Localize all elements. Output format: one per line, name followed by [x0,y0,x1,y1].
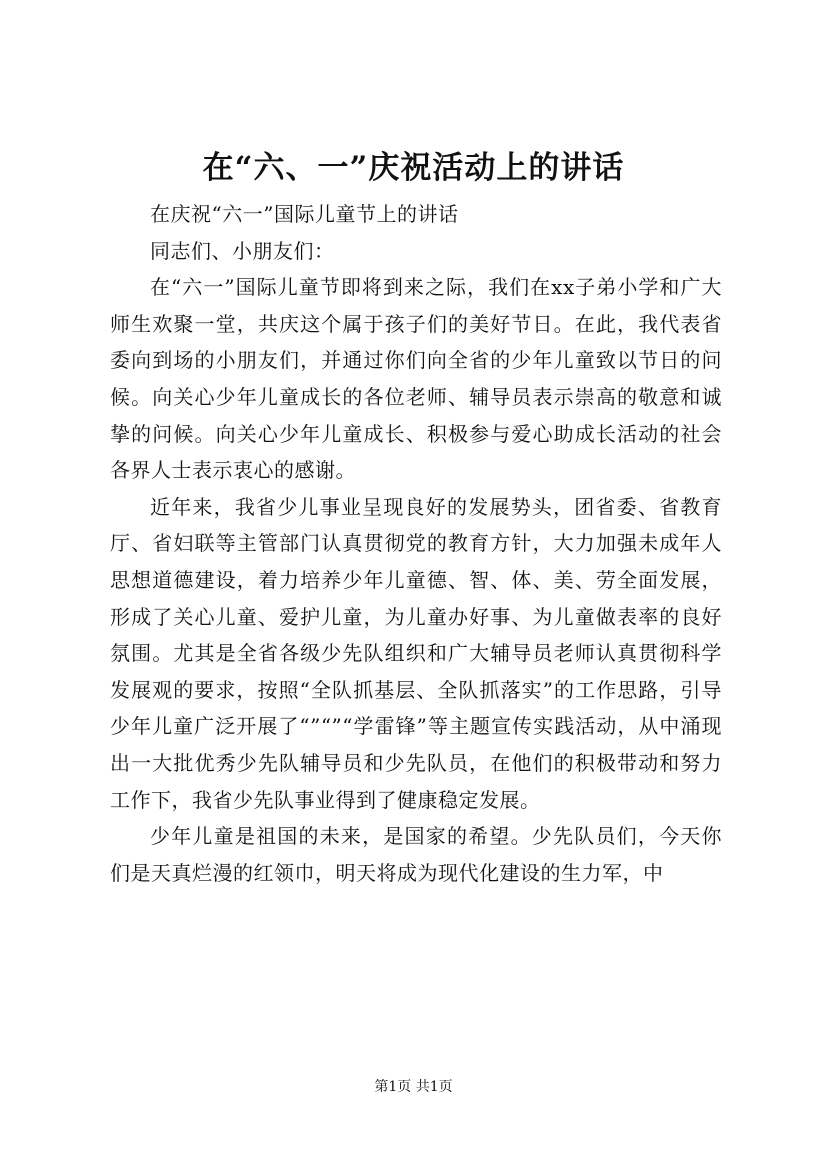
subtitle-paragraph: 在庆祝“六一”国际儿童节上的讲话 [150,202,459,226]
page-number: 第1页 共1页 [374,1079,453,1095]
body-paragraph: 少年儿童是祖国的未来，是国家的希望。少先队员们，今天你们是天真烂漫的红领巾，明天将成为现代化建设的生力军，中 [110,824,722,885]
document-title: 在“六、一”庆祝活动上的讲话 [202,150,625,186]
salutation-paragraph: 同志们、小朋友们： [150,238,335,263]
body-paragraph: 在“六一”国际儿童节即将到来之际，我们在xx子弟小学和广大师生欢聚一堂，共庆这个属于孩子们的美好节日。在此，我代表省委向到场的小朋友们，并通过你们向全省的少年儿童致以节日的问候。向关心少年儿童成长的各位老师、辅导员表示崇高的敬意和诚挚的问候。向关心少年儿童成长、积极参与爱心助成长活动的社会各界人士表示衷心的感谢。 [110,275,722,483]
page-footer [0,1077,827,1097]
document-body [110,196,722,891]
body-paragraph: 近年来，我省少儿事业呈现良好的发展势头，团省委、省教育厅、省妇联等主管部门认真贯彻党的教育方针，大力加强未成年人思想道德建设，着力培养少年儿童德、智、体、美、劳全面发展，形成了关心儿童、爱护儿童，为儿童办好事、为儿童做表率的良好氛围。尤其是全省各级少先队组织和广大辅导员老师认真贯彻科学发展观的要求，按照“全队抓基层、全队抓落实”的工作思路，引导少年儿童广泛开展了“”“”“学雷锋”等主题宣传实践活动，从中涌现出一大批优秀少先队辅导员和少先队员，在他们的积极带动和努力工作下，我省少先队事业得到了健康稳定发展。 [110,494,722,812]
